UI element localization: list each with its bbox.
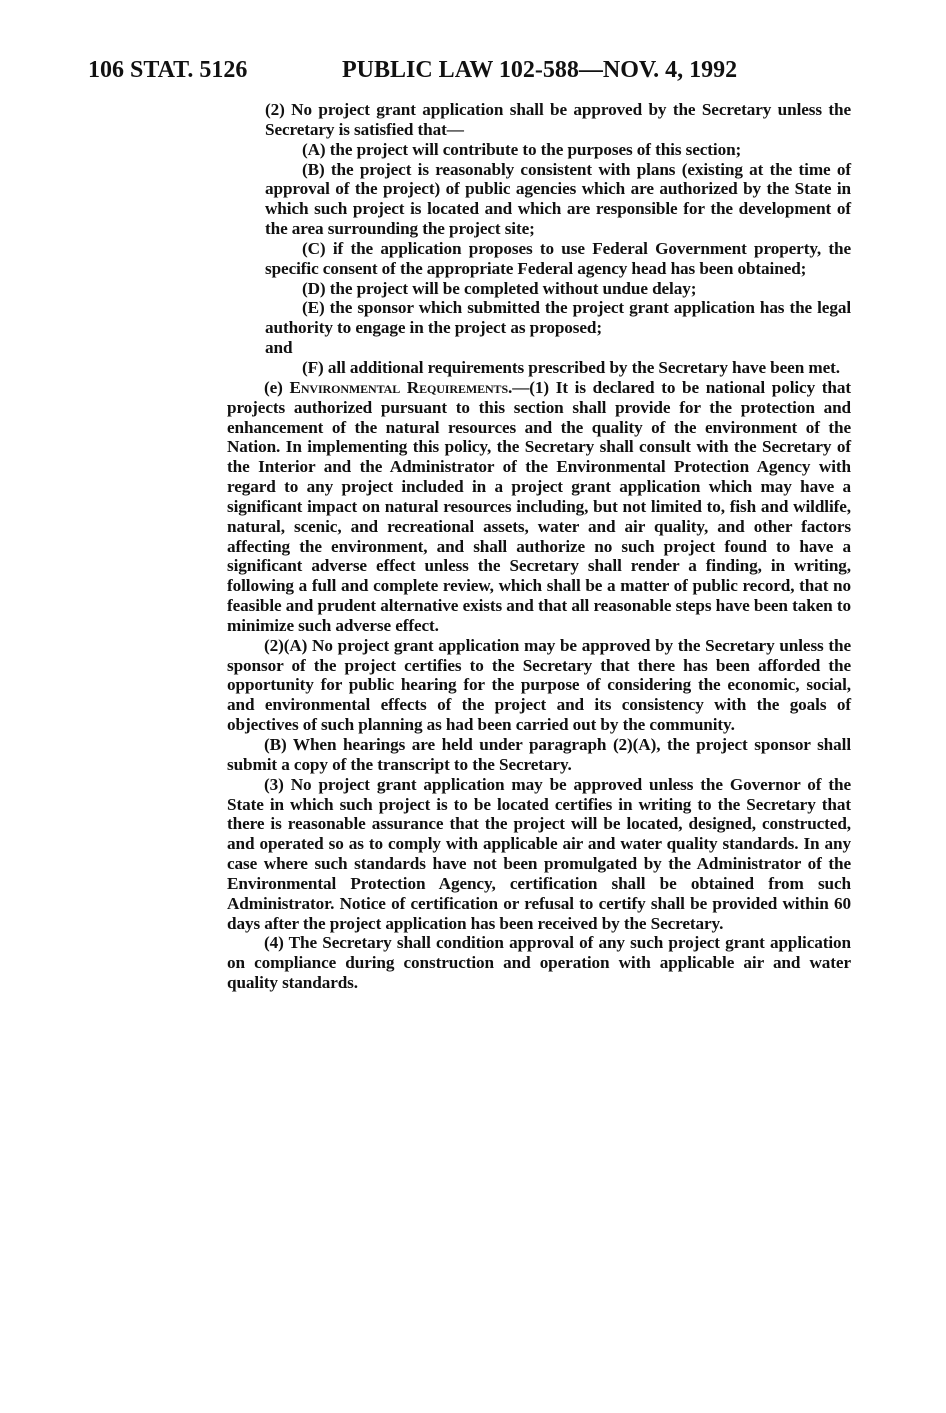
subsection-e-paragraph-1 (227, 378, 851, 636)
paragraph-3: (3) No project grant application may be approved unless the Governor of the State in which such project is to be located certifies in writing to the Secretary that there is reasonable assurance that the project will be located, designed, constructed, and operated so as to comply with applicable air and water quality standards. In any case where such standards have not been promulgated by the Administrator of the Environmental Protection Agency, certification shall be obtained from such Administrator. Notice of certification or refusal to certify shall be provided within 60 days after the project application has been received by the Secretary. (227, 774, 851, 933)
paragraph-4: (4) The Secretary shall condition approval of any such project grant application on compliance during construction and operation with applicable air and water quality standards. (227, 933, 851, 993)
subsection-e-heading: Environmental Requirements. (289, 377, 513, 397)
subsection-e-paragraph-1-text: —(1) It is declared to be national policy that projects authorized pursuant to this section shall provide for the protection and enhancement of the natural resources and the quality of the environment of the Nation. In implementing this policy, the Secretary shall consult with the Secretary of the Interior and the Administrator of the Environmental Protection Agency with regard to any project included in a project grant application which may have a significant impact on natural resources including, but not limited to, fish and wildlife, natural, scenic, and recreational assets, water and air quality, and other factors affecting the environment, and shall authorize no such project found to have a significant adverse effect unless the Secretary shall render a finding, in writing, following a full and complete review, which shall be a matter of public record, that no feasible and prudent alternative exists and that all reasonable steps have been taken to minimize such adverse effect. (227, 377, 851, 635)
subparagraph-e-and: and (265, 338, 293, 358)
subsection-e-label: (e) (264, 377, 283, 397)
statute-body (227, 100, 851, 993)
statute-citation: 106 STAT. 5126 (88, 57, 248, 83)
subparagraph-b: (B) the project is reasonably consistent with plans (existing at the time of approval of the project) of public agencies which are authorized by the State in which such project is located and which are responsible for the development of the area surrounding the project site; (265, 159, 851, 239)
paragraph-2b: (B) When hearings are held under paragraph (2)(A), the project sponsor shall submit a copy of the transcript to the Secretary. (227, 735, 851, 774)
subparagraph-f: (F) all additional requirements prescribed by the Secretary have been met. (302, 357, 840, 377)
page-header (88, 54, 848, 86)
subparagraph-e: (E) the sponsor which submitted the project grant application has the legal authority to engage in the project as proposed; (265, 298, 851, 338)
subparagraph-c: (C) if the application proposes to use Federal Government property, the specific consent of the appropriate Federal agency head has been obtained; (265, 238, 851, 278)
subparagraph-a: (A) the project will contribute to the purposes of this section; (302, 139, 742, 159)
paragraph-2a: (2)(A) No project grant application may be approved by the Secretary unless the sponsor of the project certifies to the Secretary that there has been afforded the opportunity for public hearing for the purpose of considering the economic, social, and environmental effects of the project and its consistency with the goals of objectives of such planning as had been carried out by the community. (227, 635, 851, 735)
subparagraph-d: (D) the project will be completed without undue delay; (302, 278, 697, 298)
paragraph-2: (2) No project grant application shall be approved by the Secretary unless the Secretary is satisfied that— (265, 100, 851, 139)
public-law-title: PUBLIC LAW 102-588—NOV. 4, 1992 (342, 57, 738, 83)
